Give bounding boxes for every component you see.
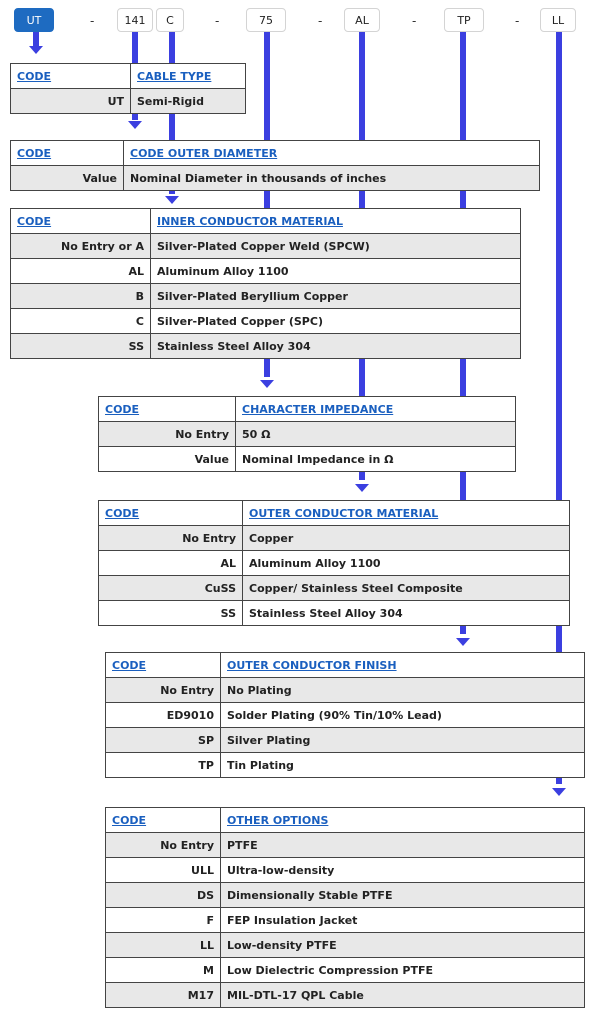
code-column-header[interactable]: CODE [106,653,221,678]
description-cell: FEP Insulation Jacket [221,908,585,933]
code-column-header[interactable]: CODE [99,501,243,526]
description-cell: 50 Ω [236,422,516,447]
table-row [11,309,521,334]
code-column-header[interactable]: CODE [11,209,151,234]
code-column-header[interactable]: CODE [11,64,131,89]
table-row [99,447,516,472]
table-row [106,728,585,753]
separator: - [90,14,95,28]
inner-conductor-column-header[interactable]: INNER CONDUCTOR MATERIAL [151,209,521,234]
outer-diameter-column-header[interactable]: CODE OUTER DIAMETER [124,141,540,166]
inner-conductor-material-table [10,208,521,359]
description-cell: Aluminum Alloy 1100 [151,259,521,284]
table-row [11,89,246,114]
table-row [99,576,570,601]
outer-conductor-finish-table [105,652,585,778]
table-header-row [11,209,521,234]
code-cell: M17 [106,983,221,1008]
code-chip-141[interactable]: 141 [117,8,153,32]
cable-type-table [10,63,246,114]
arrow-down-icon [355,484,369,492]
code-cell: SS [99,601,243,626]
description-cell: Silver-Plated Copper (SPC) [151,309,521,334]
other-options-table [105,807,585,1008]
outer-diameter-table [10,140,540,191]
description-cell: Low-density PTFE [221,933,585,958]
description-cell: Silver-Plated Copper Weld (SPCW) [151,234,521,259]
code-cell: CuSS [99,576,243,601]
table-row [11,234,521,259]
code-cell: AL [11,259,151,284]
impedance-column-header[interactable]: CHARACTER IMPEDANCE [236,397,516,422]
table-header-row [99,397,516,422]
code-chip-ut[interactable]: UT [14,8,54,32]
table-header-row [99,501,570,526]
description-cell: MIL-DTL-17 QPL Cable [221,983,585,1008]
arrow-down-icon [456,638,470,646]
table-row [106,833,585,858]
code-cell: M [106,958,221,983]
arrow-down-icon [552,788,566,796]
code-cell: No Entry [106,678,221,703]
code-cell: AL [99,551,243,576]
arrow-down-icon [29,46,43,54]
table-header-row [11,64,246,89]
description-cell: Stainless Steel Alloy 304 [243,601,570,626]
cable-type-column-header[interactable]: CABLE TYPE [131,64,246,89]
code-chip-ll[interactable]: LL [540,8,576,32]
table-row [99,422,516,447]
arrow-down-icon [260,380,274,388]
description-cell: Aluminum Alloy 1100 [243,551,570,576]
character-impedance-table [98,396,516,472]
description-cell: Dimensionally Stable PTFE [221,883,585,908]
table-header-row [106,653,585,678]
table-row [11,334,521,359]
table-row [11,284,521,309]
arrow-down-icon [128,121,142,129]
table-row [106,703,585,728]
code-cell: UT [11,89,131,114]
code-cell: LL [106,933,221,958]
separator: - [515,14,520,28]
description-cell: Stainless Steel Alloy 304 [151,334,521,359]
table-row [106,958,585,983]
code-cell: TP [106,753,221,778]
code-cell: No Entry [99,422,236,447]
description-cell: Semi-Rigid [131,89,246,114]
code-column-header[interactable]: CODE [99,397,236,422]
connector-line-ut [33,32,39,46]
code-cell: DS [106,883,221,908]
code-chip-tp[interactable]: TP [444,8,484,32]
table-row [106,983,585,1008]
description-cell: Nominal Diameter in thousands of inches [124,166,540,191]
separator: - [215,14,220,28]
description-cell: PTFE [221,833,585,858]
outer-conductor-material-column-header[interactable]: OUTER CONDUCTOR MATERIAL [243,501,570,526]
code-cell: No Entry [106,833,221,858]
table-row [99,526,570,551]
other-options-column-header[interactable]: OTHER OPTIONS [221,808,585,833]
code-column-header[interactable]: CODE [106,808,221,833]
code-cell: No Entry or A [11,234,151,259]
code-cell: Value [11,166,124,191]
outer-conductor-finish-column-header[interactable]: OUTER CONDUCTOR FINISH [221,653,585,678]
table-row [106,753,585,778]
table-header-row [106,808,585,833]
table-row [106,933,585,958]
code-column-header[interactable]: CODE [11,141,124,166]
description-cell: Tin Plating [221,753,585,778]
table-row [99,551,570,576]
table-row [106,858,585,883]
table-header-row [11,141,540,166]
table-row [106,908,585,933]
code-chip-al[interactable]: AL [344,8,380,32]
code-chip-c[interactable]: C [156,8,184,32]
code-cell: Value [99,447,236,472]
description-cell: Nominal Impedance in Ω [236,447,516,472]
description-cell: Silver-Plated Beryllium Copper [151,284,521,309]
table-row [11,166,540,191]
description-cell: Silver Plating [221,728,585,753]
description-cell: Solder Plating (90% Tin/10% Lead) [221,703,585,728]
code-cell: SS [11,334,151,359]
table-row [99,601,570,626]
code-cell: B [11,284,151,309]
outer-conductor-material-table [98,500,570,626]
code-cell: C [11,309,151,334]
description-cell: No Plating [221,678,585,703]
description-cell: Copper [243,526,570,551]
code-cell: SP [106,728,221,753]
description-cell: Low Dielectric Compression PTFE [221,958,585,983]
table-row [11,259,521,284]
separator: - [318,14,323,28]
arrow-down-icon [165,196,179,204]
code-chip-75[interactable]: 75 [246,8,286,32]
code-cell: F [106,908,221,933]
description-cell: Copper/ Stainless Steel Composite [243,576,570,601]
code-cell: ULL [106,858,221,883]
code-cell: No Entry [99,526,243,551]
separator: - [412,14,417,28]
table-row [106,678,585,703]
table-row [106,883,585,908]
code-cell: ED9010 [106,703,221,728]
description-cell: Ultra-low-density [221,858,585,883]
